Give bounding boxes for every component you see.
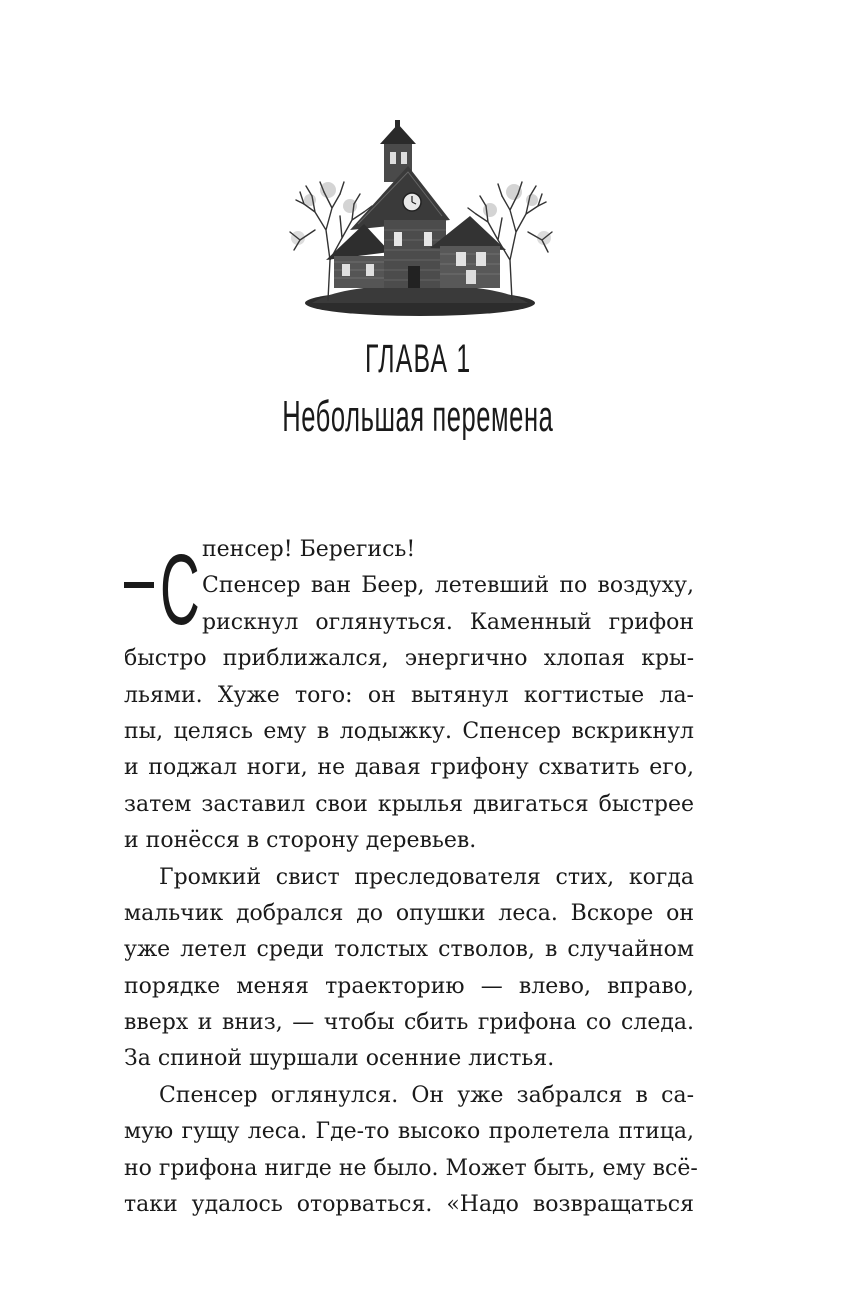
chapter-title: Небольшая перемена (282, 392, 554, 441)
text-line: и поджал ноги, не давая грифону схватить его, (124, 755, 694, 781)
body-text (124, 532, 698, 1223)
text-line: Спенсер оглянулся. Он уже забрался в са- (159, 1082, 694, 1108)
haunted-house-illustration (280, 120, 560, 335)
text-line: мальчик добрался до опушки леса. Вскоре он (124, 900, 694, 926)
text-line: быстро приближался, энергично хлопая кры- (124, 646, 694, 672)
text-line: но грифона нигде не было. Может быть, ему всё- (124, 1155, 698, 1181)
text-line: порядке меняя траекторию — влево, вправо, (124, 973, 694, 999)
text-line: таки удалось оторваться. «Надо возвращаться (124, 1192, 694, 1218)
text-line: и понёсся в сторону деревьев. (124, 828, 477, 854)
text-line: За спиной шуршали осенние листья. (124, 1046, 555, 1072)
text-line: мую гущу леса. Где-то высоко пролетела птица, (124, 1119, 694, 1145)
drop-cap-letter: С (160, 536, 200, 636)
text-line: уже летел среди толстых стволов, в случайном (124, 937, 694, 963)
text-line: Громкий свист преследователя стих, когда (159, 864, 694, 890)
text-line: Спенсер ван Беер, летевший по воздуху, (202, 573, 694, 599)
text-line: затем заставил свои крылья двигаться быстрее (124, 791, 694, 817)
text-line: льями. Хуже того: он вытянул когтистые ла- (124, 682, 694, 708)
chapter-number: ГЛАВА 1 (364, 337, 472, 381)
text-line: пенсер! Берегись! (202, 537, 416, 562)
text-line: рискнул оглянуться. Каменный грифон (202, 609, 694, 635)
text-line: пы, целясь ему в лодыжку. Спенсер вскрикнул (124, 718, 694, 744)
text-line: вверх и вниз, — чтобы сбить грифона со следа. (124, 1010, 694, 1036)
